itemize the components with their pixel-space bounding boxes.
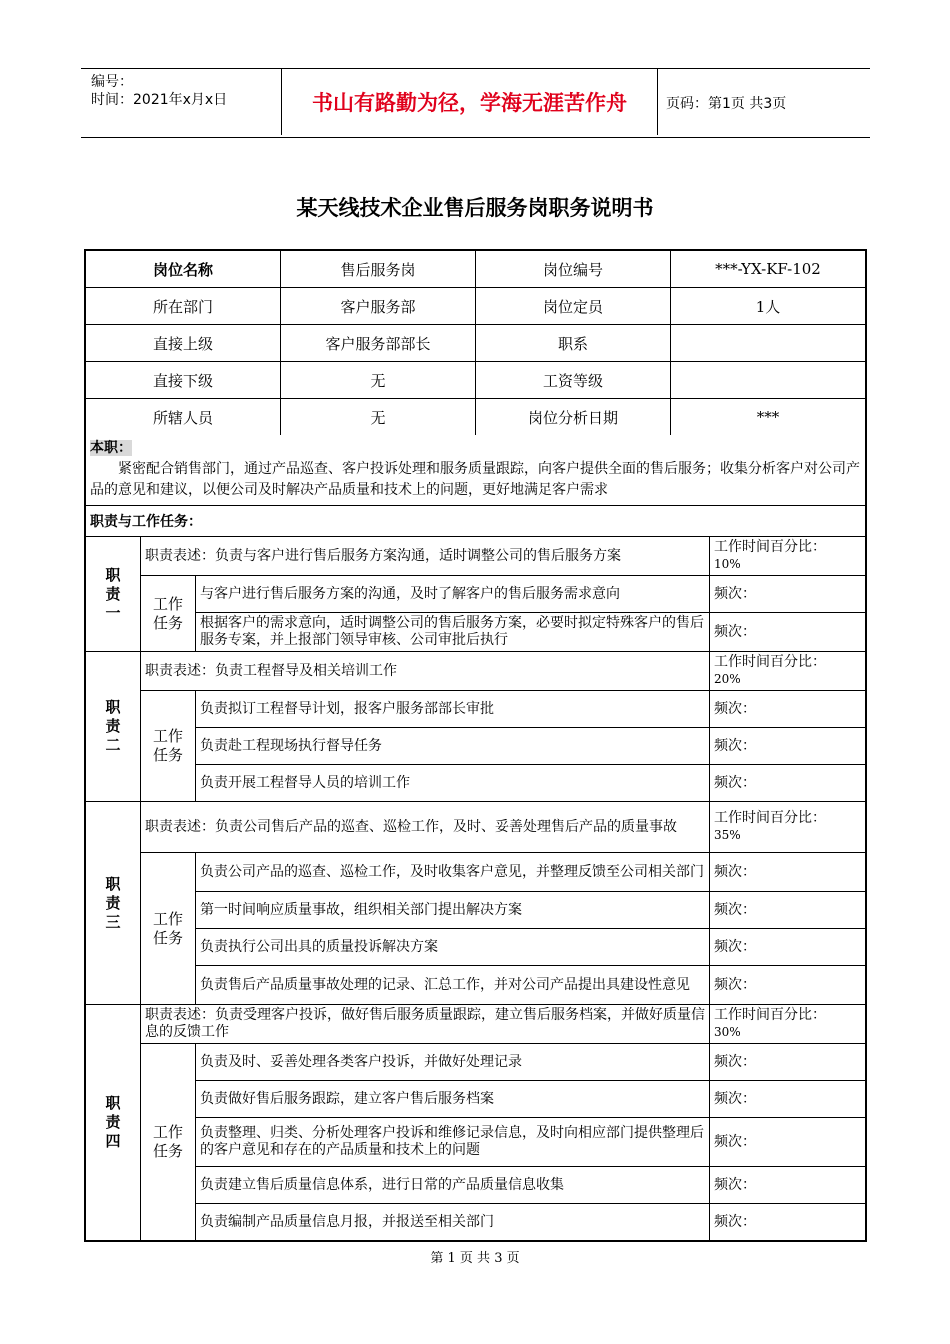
info-label: 所在部门	[86, 288, 281, 324]
task-frequency: 频次：	[714, 623, 756, 640]
task-frequency: 频次：	[714, 1053, 756, 1070]
duty-description: 职责表述：负责工程督导及相关培训工作	[141, 652, 710, 690]
info-value	[671, 362, 865, 398]
task-row	[196, 853, 865, 892]
header-page: 页码：第1页 共3页	[666, 96, 787, 112]
duty-description-row	[141, 1005, 865, 1044]
duty-time-percentage	[710, 652, 865, 690]
info-label: 岗位定员	[476, 288, 671, 324]
task-frequency: 频次：	[714, 976, 756, 993]
duty-description-row	[141, 652, 865, 691]
task-label: 工作 任务	[141, 691, 196, 801]
task-frequency: 频次：	[714, 1090, 756, 1107]
info-value: 无	[281, 399, 476, 435]
info-row	[86, 362, 865, 399]
duties-heading-row	[86, 506, 865, 537]
info-label: 职系	[476, 325, 671, 361]
job-description-table	[84, 249, 867, 1242]
task-text: 负责拟订工程督导计划，报客户服务部部长审批	[196, 691, 710, 727]
benzhi-label: 本职：	[90, 440, 132, 456]
duty-block	[86, 802, 865, 1005]
duty-time-percentage	[710, 1005, 865, 1043]
info-label: 岗位分析日期	[476, 399, 671, 435]
task-frequency: 频次：	[714, 863, 756, 880]
info-value: 1人	[755, 297, 781, 316]
duty-label: 职 责 三	[86, 802, 141, 1004]
task-row	[196, 892, 865, 929]
info-label: 岗位编号	[476, 251, 671, 287]
duty-description: 职责表述：负责公司售后产品的巡查、巡检工作，及时、妥善处理售后产品的质量事故	[141, 802, 710, 852]
info-row	[86, 399, 865, 435]
document-title: 某天线技术企业售后服务岗职务说明书	[296, 196, 654, 220]
duty-description: 职责表述：负责与客户进行售后服务方案沟通，适时调整公司的售后服务方案	[141, 537, 710, 575]
task-row	[196, 613, 865, 651]
info-label: 直接上级	[86, 325, 281, 361]
info-value: ***	[756, 408, 780, 426]
task-frequency: 频次：	[714, 1176, 756, 1193]
task-row	[196, 728, 865, 765]
duty-description: 职责表述：负责受理客户投诉，做好售后服务质量跟踪，建立售后服务档案，并做好质量信息的反馈工作	[141, 1005, 710, 1043]
task-text: 负责售后产品质量事故处理的记录、汇总工作，并对公司产品提出具建设性意见	[196, 966, 710, 1004]
task-label: 工作 任务	[141, 853, 196, 1004]
info-row	[86, 288, 865, 325]
task-row	[196, 691, 865, 728]
duty-description-row	[141, 802, 865, 853]
info-row	[86, 251, 865, 288]
duties-heading: 职责与工作任务：	[90, 514, 202, 530]
benzhi-section	[86, 435, 865, 506]
task-frequency: 频次：	[714, 737, 756, 754]
info-value: 客户服务部	[281, 288, 476, 324]
task-text: 第一时间响应质量事故，组织相关部门提出解决方案	[196, 892, 710, 928]
duties-section	[86, 537, 865, 1240]
task-label: 工作 任务	[141, 576, 196, 651]
duty-label: 职 责 二	[86, 652, 141, 801]
duty-block	[86, 652, 865, 802]
info-row	[86, 325, 865, 362]
page-footer: 第 1 页 共 3 页	[430, 1251, 520, 1266]
percentage-value: 30%	[714, 1025, 741, 1039]
task-text: 负责开展工程督导人员的培训工作	[196, 765, 710, 801]
percentage-label: 工作时间百分比：	[714, 654, 826, 670]
task-row	[196, 966, 865, 1004]
task-text: 负责做好售后服务跟踪，建立客户售后服务档案	[196, 1081, 710, 1117]
task-row	[196, 576, 865, 613]
task-row	[196, 1167, 865, 1204]
task-text: 根据客户的需求意向，适时调整公司的售后服务方案，必要时拟定特殊客户的售后服务专案，并上报部门领导审核、公司审批后执行	[196, 613, 710, 651]
task-frequency: 频次：	[714, 938, 756, 955]
task-frequency: 频次：	[714, 1133, 756, 1150]
task-text: 负责整理、归类、分析处理客户投诉和维修记录信息，及时向相应部门提供整理后的客户意见和存在的产品质量和技术上的问题	[196, 1118, 710, 1166]
duty-block	[86, 537, 865, 652]
duty-time-percentage	[710, 537, 865, 575]
info-label: 所辖人员	[86, 399, 281, 435]
info-value: 无	[281, 362, 476, 398]
task-row	[196, 1204, 865, 1240]
percentage-label: 工作时间百分比：	[714, 810, 826, 826]
info-section	[86, 251, 865, 435]
task-row	[196, 1044, 865, 1081]
task-frequency: 频次：	[714, 774, 756, 791]
header-time: 时间：2021年x月x日	[91, 92, 228, 108]
task-row	[196, 1081, 865, 1118]
task-text: 负责赴工程现场执行督导任务	[196, 728, 710, 764]
info-value: 售后服务岗	[281, 251, 476, 287]
info-value: 客户服务部部长	[281, 325, 476, 361]
benzhi-text: 紧密配合销售部门，通过产品巡查、客户投诉处理和服务质量跟踪，向客户提供全面的售后服务；收集分析客户对公司产品的意见和建议，以便公司及时解决产品质量和技术上的问题，更好地满足客户需求	[90, 461, 860, 498]
task-text: 与客户进行售后服务方案的沟通，及时了解客户的售后服务需求意向	[196, 576, 710, 612]
task-text: 负责执行公司出具的质量投诉解决方案	[196, 929, 710, 965]
info-label: 岗位名称	[86, 251, 281, 287]
document-header	[81, 68, 870, 138]
percentage-value: 10%	[714, 557, 741, 571]
task-row	[196, 765, 865, 801]
task-row	[196, 929, 865, 966]
header-number: 编号：	[91, 74, 133, 90]
task-frequency: 频次：	[714, 901, 756, 918]
task-text: 负责公司产品的巡查、巡检工作，及时收集客户意见，并整理反馈至公司相关部门	[196, 853, 710, 891]
info-label: 工资等级	[476, 362, 671, 398]
percentage-label: 工作时间百分比：	[714, 1007, 826, 1023]
info-value: ***-YX-KF-102	[715, 260, 821, 278]
duty-description-row	[141, 537, 865, 576]
info-value	[671, 325, 865, 361]
task-text: 负责编制产品质量信息月报，并报送至相关部门	[196, 1204, 710, 1240]
duty-block	[86, 1005, 865, 1240]
task-label: 工作 任务	[141, 1044, 196, 1240]
duty-label: 职 责 四	[86, 1005, 141, 1240]
info-label: 直接下级	[86, 362, 281, 398]
duty-time-percentage	[710, 802, 865, 852]
percentage-value: 20%	[714, 672, 741, 686]
percentage-label: 工作时间百分比：	[714, 539, 826, 555]
percentage-value: 35%	[714, 828, 741, 842]
task-text: 负责及时、妥善处理各类客户投诉，并做好处理记录	[196, 1044, 710, 1080]
duty-label: 职 责 一	[86, 537, 141, 651]
task-frequency: 频次：	[714, 1213, 756, 1230]
task-frequency: 频次：	[714, 585, 756, 602]
task-row	[196, 1118, 865, 1167]
task-text: 负责建立售后质量信息体系，进行日常的产品质量信息收集	[196, 1167, 710, 1203]
task-frequency: 频次：	[714, 700, 756, 717]
header-motto: 书山有路勤为径，学海无涯苦作舟	[281, 69, 658, 135]
header-meta	[81, 69, 281, 137]
